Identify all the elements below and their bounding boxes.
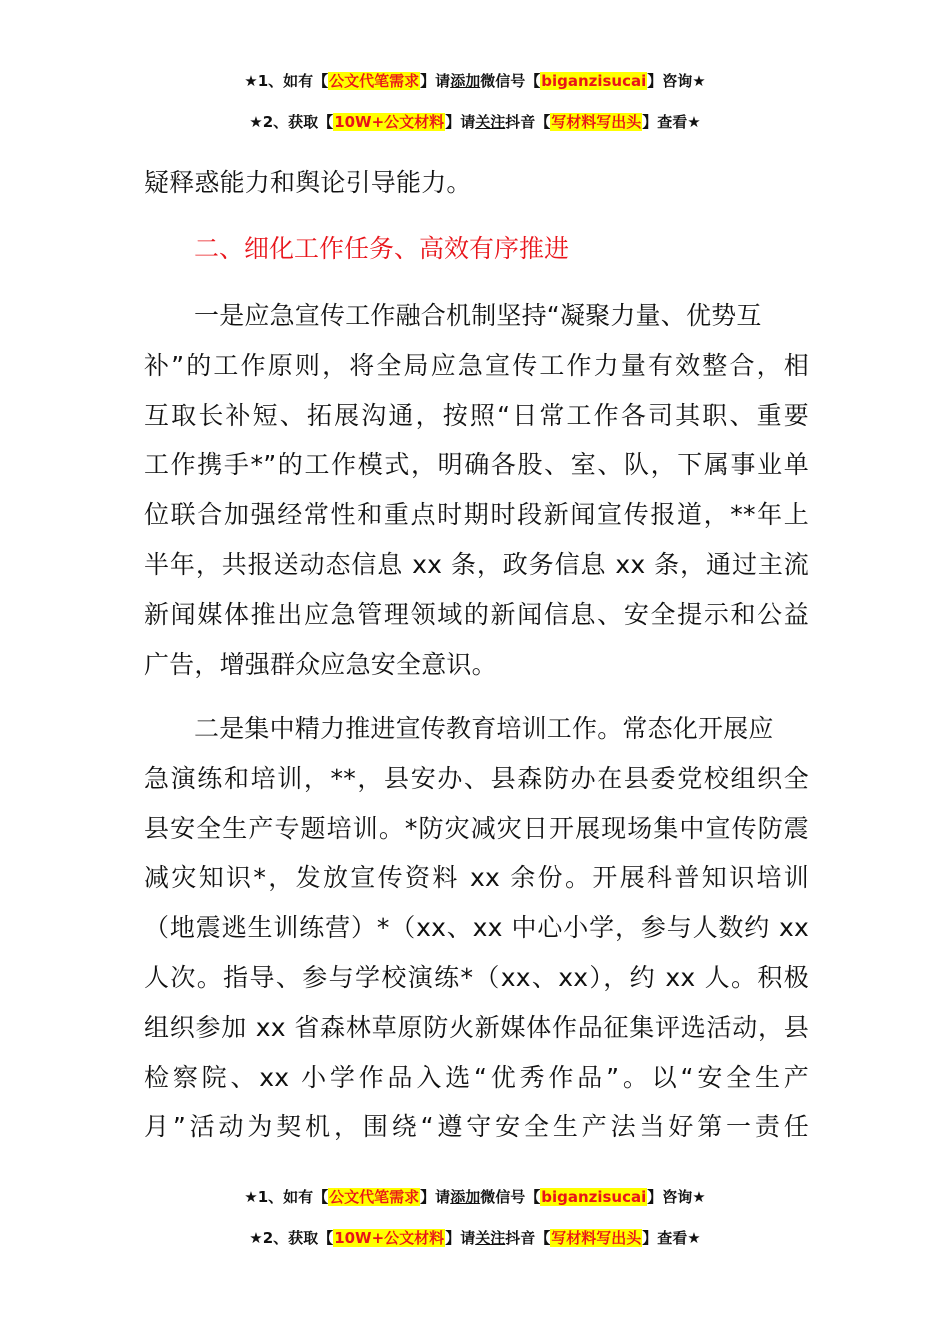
paragraph-line: 新闻媒体推出应急管理领域的新闻信息、安全提示和公益 bbox=[144, 599, 809, 629]
banner-underlined-text: 添加 bbox=[450, 1188, 481, 1206]
paragraph-line: （地震逃生训练营）*（xx、xx 中心小学，参与人数约 xx bbox=[144, 913, 809, 943]
paragraph-line: 补”的工作原则，将全局应急宣传工作力量有效整合，相 bbox=[144, 350, 809, 380]
banner-underlined-text: 关注 bbox=[475, 113, 506, 131]
banner-text: 抖音【 bbox=[505, 1229, 551, 1247]
banner-text: 】请 bbox=[445, 113, 476, 131]
banner-highlight-materials: 10W+公文材料 bbox=[334, 113, 445, 131]
paragraph-line: 减灾知识*，发放宣传资料 xx 余份。开展科普知识培训 bbox=[144, 863, 809, 893]
banner-text: 】咨询★ bbox=[647, 72, 706, 90]
paragraph-line: 一是应急宣传工作融合机制坚持“凝聚力量、优势互 bbox=[194, 301, 762, 330]
banner-highlight-wechat-id: biganzisucai bbox=[541, 72, 647, 90]
paragraph-2 bbox=[144, 704, 809, 1152]
banner-text: 】请 bbox=[420, 72, 451, 90]
banner-text: 】请 bbox=[445, 1229, 476, 1247]
banner-highlight-service: 公文代笔需求 bbox=[329, 72, 420, 90]
banner-text: ★2、获取【 bbox=[249, 1229, 334, 1247]
banner-text: 】咨询★ bbox=[647, 1188, 706, 1206]
bottom-banner-line-1 bbox=[0, 1186, 950, 1208]
paragraph-line: 互取长补短、拓展沟通，按照“日常工作各司其职、重要 bbox=[144, 400, 809, 430]
paragraph-line: 工作携手*”的工作模式，明确各股、室、队，下属事业单 bbox=[144, 450, 809, 480]
banner-highlight-douyin-id: 写材料写出头 bbox=[551, 1229, 642, 1247]
paragraph-line: 广告，增强群众应急安全意识。 bbox=[144, 649, 497, 679]
paragraph-line: 二是集中精力推进宣传教育培训工作。常态化开展应 bbox=[194, 714, 774, 743]
banner-text: 】查看★ bbox=[642, 1229, 701, 1247]
banner-text: 】请 bbox=[420, 1188, 451, 1206]
banner-highlight-douyin-id: 写材料写出头 bbox=[551, 113, 642, 131]
banner-text: 微信号【 bbox=[480, 1188, 541, 1206]
paragraph-line: 人次。指导、参与学校演练*（xx、xx），约 xx 人。积极 bbox=[144, 962, 809, 992]
paragraph-line: 急演练和培训，**，县安办、县森防办在县委党校组织全 bbox=[144, 763, 809, 793]
banner-text: ★2、获取【 bbox=[249, 113, 334, 131]
section-heading: 二、细化工作任务、高效有序推进 bbox=[194, 234, 570, 263]
paragraph-line: 疑释惑能力和舆论引导能力。 bbox=[144, 168, 472, 197]
banner-highlight-materials: 10W+公文材料 bbox=[334, 1229, 445, 1247]
paragraph-line: 组织参加 xx 省森林草原防火新媒体作品征集评选活动，县 bbox=[144, 1012, 809, 1042]
paragraph-line: 半年，共报送动态信息 xx 条，政务信息 xx 条，通过主流 bbox=[144, 549, 809, 579]
banner-text: 】查看★ bbox=[642, 113, 701, 131]
continuation-paragraph bbox=[144, 158, 809, 208]
banner-text: 微信号【 bbox=[480, 72, 541, 90]
paragraph-line: 县安全生产专题培训。*防灾减灾日开展现场集中宣传防震 bbox=[144, 813, 809, 843]
top-banner-line-1 bbox=[0, 70, 950, 92]
banner-text: 抖音【 bbox=[505, 113, 551, 131]
banner-highlight-service: 公文代笔需求 bbox=[329, 1188, 420, 1206]
banner-text: ★1、如有【 bbox=[244, 72, 329, 90]
paragraph-line: 位联合加强经常性和重点时期时段新闻宣传报道，**年上 bbox=[144, 500, 809, 530]
top-banner-line-2 bbox=[0, 111, 950, 133]
banner-highlight-wechat-id: biganzisucai bbox=[541, 1188, 647, 1206]
paragraph-line: 月”活动为契机，围绕“遵守安全生产法当好第一责任 bbox=[144, 1112, 809, 1142]
banner-underlined-text: 添加 bbox=[450, 72, 481, 90]
paragraph-line: 检察院、xx 小学作品入选“优秀作品”。以“安全生产 bbox=[144, 1062, 809, 1092]
banner-underlined-text: 关注 bbox=[475, 1229, 506, 1247]
paragraph-1 bbox=[144, 291, 809, 689]
bottom-banner-line-2 bbox=[0, 1227, 950, 1249]
banner-text: ★1、如有【 bbox=[244, 1188, 329, 1206]
